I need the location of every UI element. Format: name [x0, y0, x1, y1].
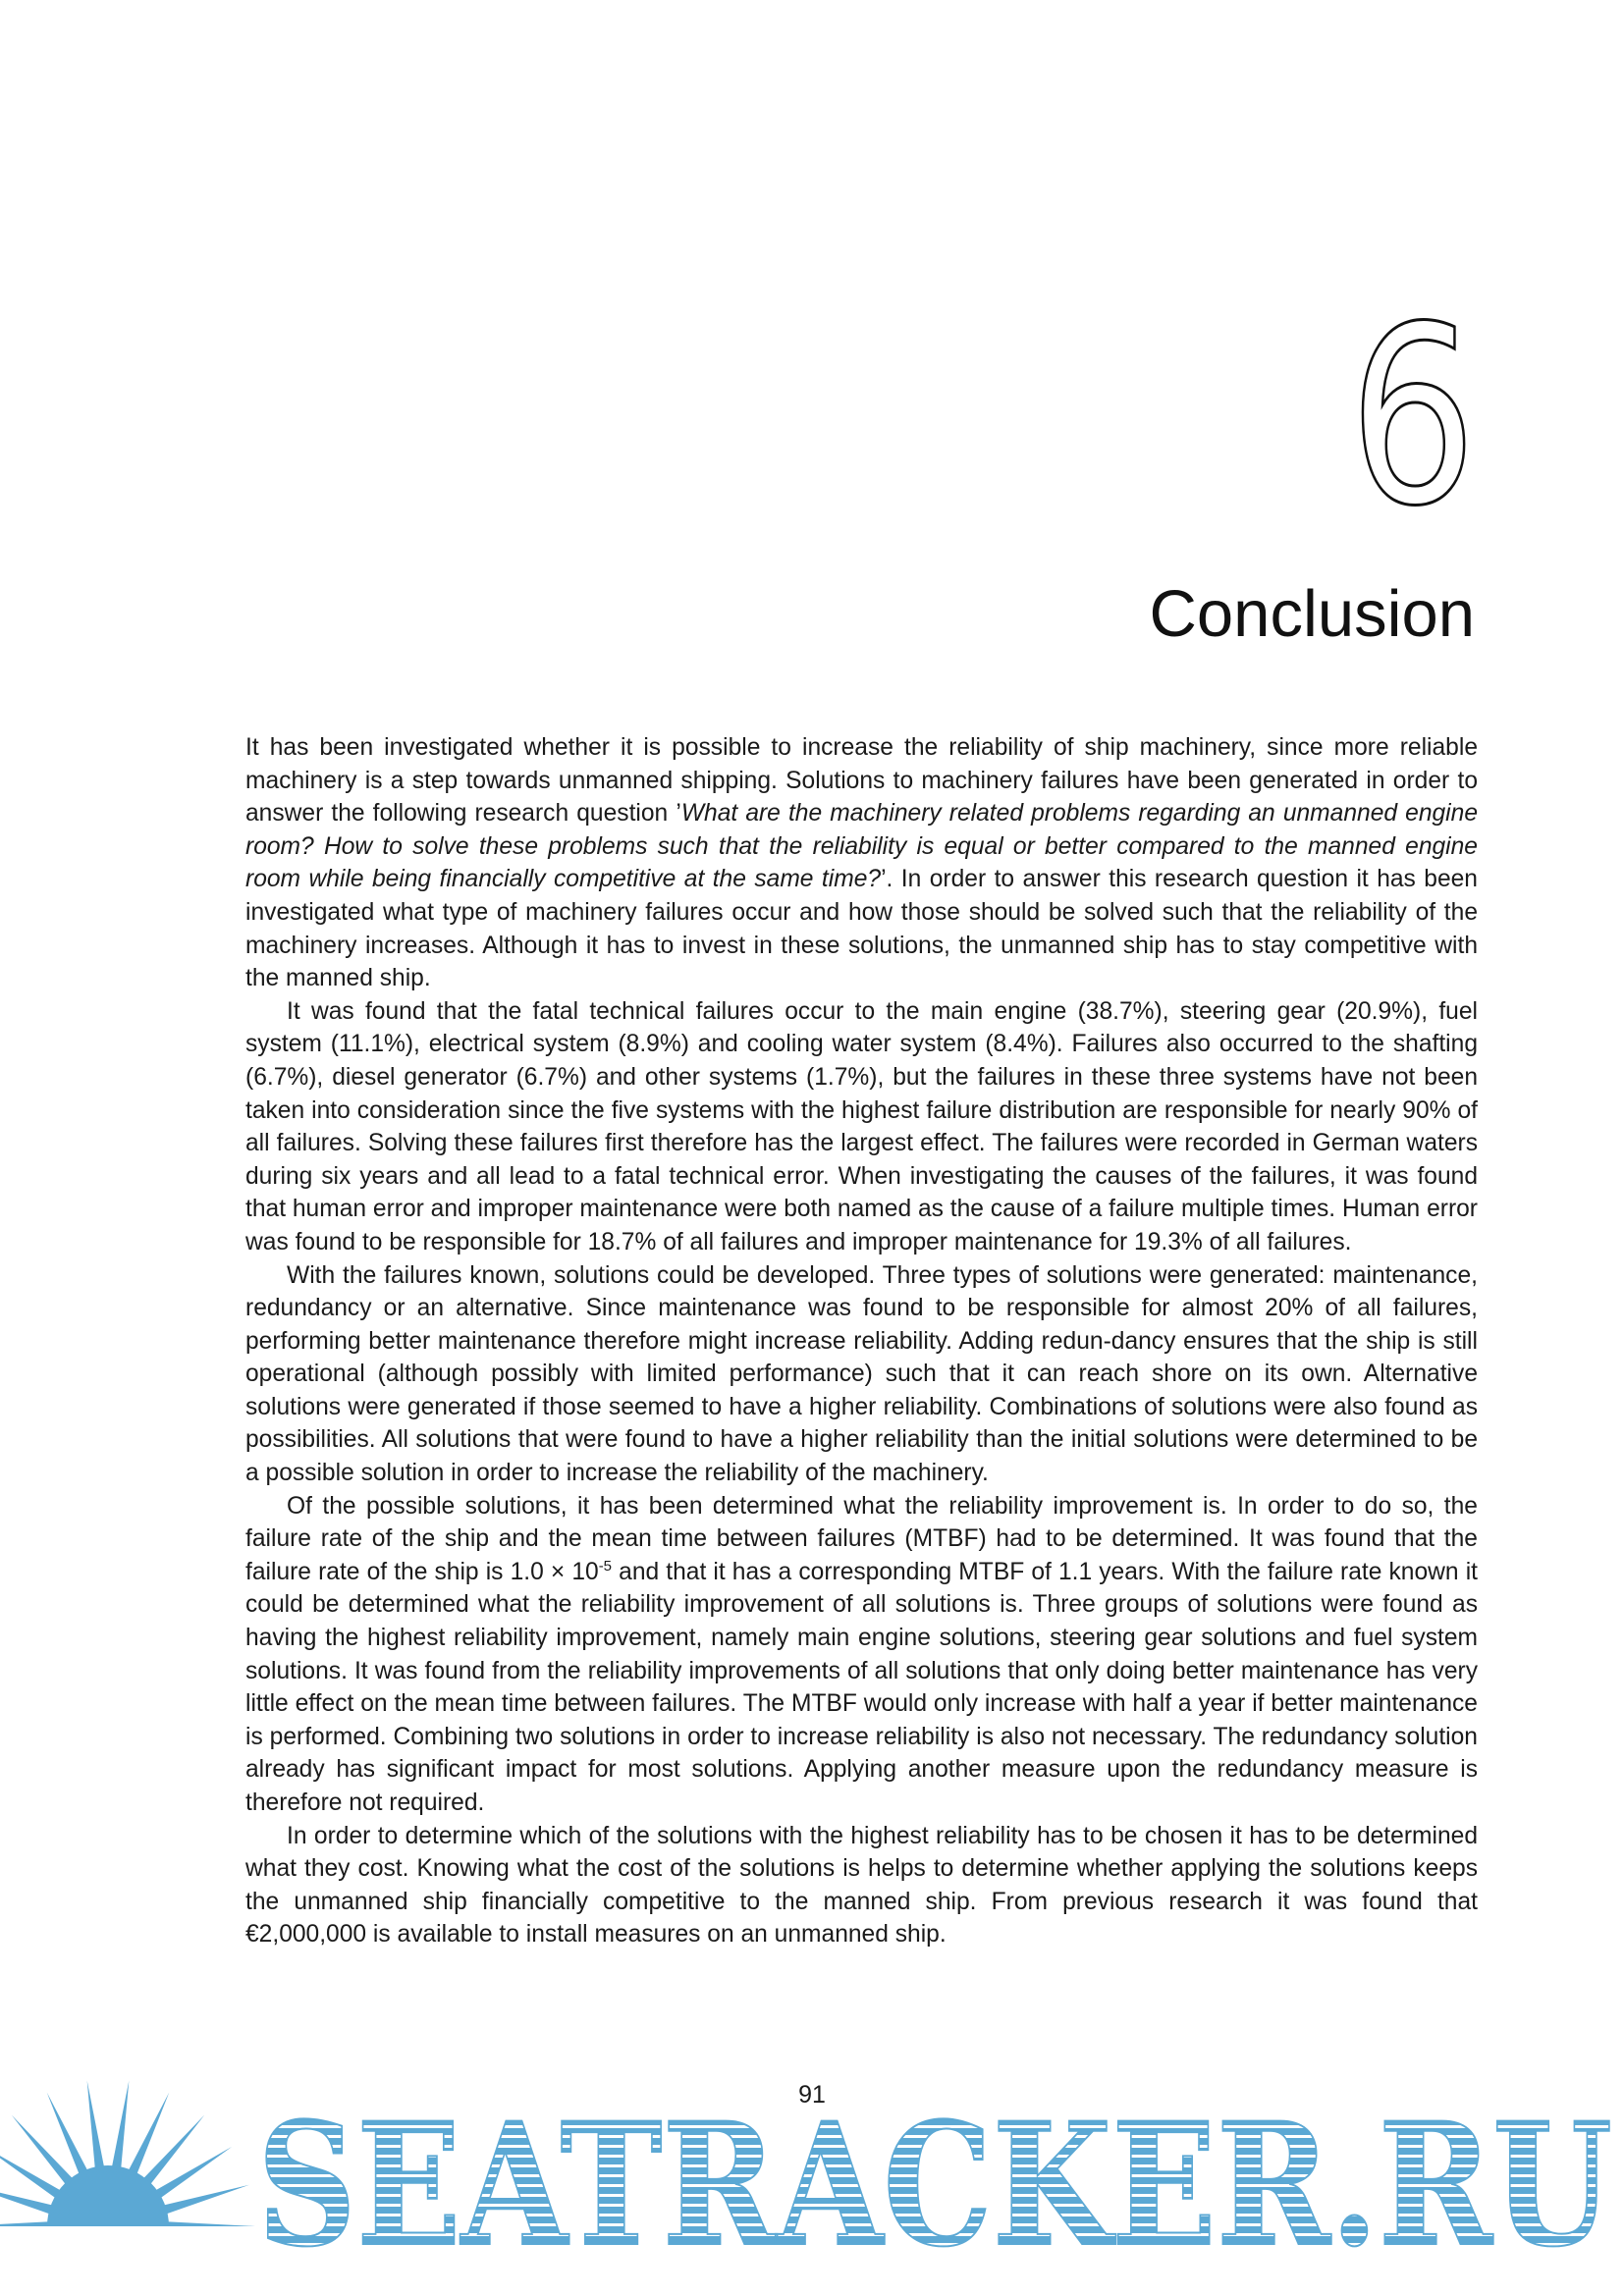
sun-ray — [163, 2185, 249, 2215]
paragraph-3: With the failures known, solutions could be developed. Three types of solutions were generated: maintenance, redundancy or an alternative. Since maintenance was found to be responsible for almost 20% of all failures, performing better maintenance therefore might increase reliability. Adding redun-dancy ensures that the ship is still operational (although possibly with limited performance) such that it can reach shore on its own. Alternative solutions were generated if those seemed to have a higher reliability. Combinations of solutions were also found as possibilities. All solutions that were found to have a higher reliability than the initial solutions were determined to be a possible solution in order to increase the reliability of the machinery. — [245, 1261, 1478, 1487]
sun-ray — [167, 2221, 255, 2230]
sun-icon — [0, 2081, 255, 2296]
paragraph-2: It was found that the fatal technical failures occur to the main engine (38.7%), steering gear (20.9%), fuel system (11.1%), electrical system (8.9%) and cooling water system (8.4%). Failures also occurred to the shafting (6.7%), diesel generator (6.7%) and other systems (1.7%), but the failures in these three systems have not been taken into consideration since the five systems with the highest failure distribution are responsible for nearly 90% of all failures. Solving these failures first therefore has the largest effect. The failures were recorded in German waters during six years and all lead to a fatal technical error. When investigating the causes of the failures, it was found that human error and improper maintenance were both named as the cause of a failure multiple times. Human error was found to be responsible for 18.7% of all failures and improper maintenance for 19.3% of all failures. — [245, 997, 1478, 1255]
sun-ray — [0, 2254, 61, 2296]
paragraph-4: Of the possible solutions, it has been determined what the reliability improvement is. In order to do so, the failure rate of the ship and the mean time between failures (MTBF) had to be determined. It was found that the failure rate of the ship is $1.0 \times 10^{-5}$ and that it has a corresponding MTBF of 1.1 years. With the failure rate known it could be determined what the reliability improvement of all solutions is. Three groups of solutions were found as having the highest reliability improvement, namely main engine solutions, steering gear solutions and fuel system solutions. It was found from the reliability improvements of all solutions that only doing better maintenance has very little effect on the mean time between failures. The MTBF would only increase with half a year if better maintenance is performed. Combining two solutions in order to increase reliability is also not necessary. The redundancy solution already has significant impact for most solutions. Applying another measure upon the redundancy measure is therefore not required. — [245, 1492, 1478, 1816]
sun-ray — [12, 2268, 74, 2296]
sun-ray — [0, 2147, 61, 2199]
chapter-number: 6 — [1348, 274, 1477, 560]
sun-ray — [0, 2238, 53, 2268]
research-question: What are the machinery related problems regarding an unmanned engine room? How to solve these problems such that the reliability is equal or better compared to the manned engine room while being financially competitive at the same time? — [245, 800, 1479, 893]
chapter-title: Conclusion — [1149, 577, 1475, 651]
sun-ray — [163, 2238, 249, 2268]
paragraph-5: In order to determine which of the solutions with the highest reliability has to be chosen it has to be determined what they cost. Knowing what the cost of the solutions is helps to determine whether applying the solutions keeps the unmanned ship financially competitive to the manned ship. From previous research it was found that €2,000,000 is available to install measures on an unmanned ship. — [245, 1822, 1478, 1949]
watermark — [0, 2069, 1624, 2296]
paragraph-1: It has been investigated whether it is possible to increase the reliability of ship machinery, since more reliable machinery is a step towards unmanned shipping. Solutions to machinery failures have been generated in order to answer the following research question ’What are the machinery related problems regarding an unmanned engine room? How to solve these problems such that the reliability is equal or better compared to the manned engine room while being financially competitive at the same time?’. In order to answer this research question it has been investigated what type of machinery failures occur and how those should be solved such that the reliability of the machinery increases. Although it has to invest in these solutions, the unmanned ship has to stay competitive with the manned ship. — [245, 734, 1479, 992]
sun-ray — [87, 2284, 104, 2296]
sun-ray — [112, 2284, 129, 2296]
sun-ray — [47, 2277, 88, 2296]
watermark-text: SEATRACKER.RU — [257, 2085, 1612, 2284]
sun-ray — [87, 2081, 104, 2169]
sun-ray — [0, 2221, 49, 2230]
sun-ray — [112, 2081, 129, 2169]
sun-ray — [129, 2277, 170, 2296]
page-number: 91 — [798, 2081, 826, 2109]
sun-ray — [155, 2254, 232, 2296]
sun-ray — [155, 2147, 232, 2199]
sun-ray — [143, 2268, 205, 2296]
body-text — [245, 731, 1478, 1951]
